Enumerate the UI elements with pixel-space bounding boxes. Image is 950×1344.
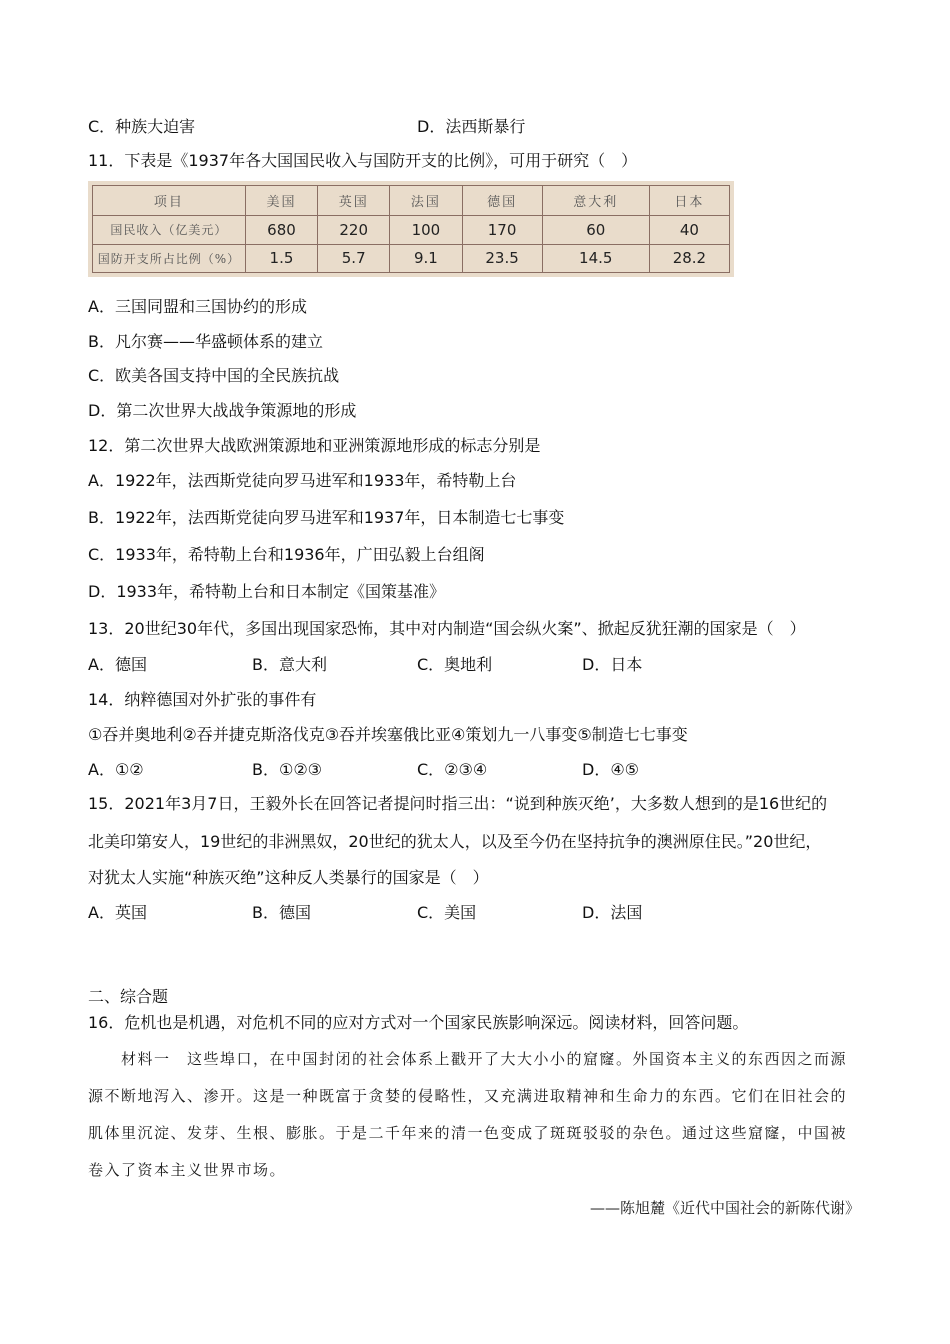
q15-option-d: D．法国 [582, 903, 643, 922]
table-header-cell: 意大利 [542, 186, 649, 216]
q15-stem-line2: 北美印第安人，19世纪的非洲黑奴，20世纪的犹太人，以及至今仍在坚持抗争的澳洲原住民。”20世纪， [88, 832, 822, 851]
q15-option-c: C．美国 [417, 903, 477, 922]
q12-option-d: D．1933年，希特勒上台和日本制定《国策基准》 [88, 582, 446, 601]
income-defense-table [92, 185, 730, 273]
q13-option-d: D．日本 [582, 655, 643, 674]
q12-option-c: C．1933年，希特勒上台和1936年，广田弘毅上台组阁 [88, 545, 485, 564]
table-header-row [93, 186, 730, 216]
table-cell: 170 [462, 216, 542, 245]
q12-option-b: B．1922年，法西斯党徒向罗马进军和1937年，日本制造七七事变 [88, 508, 565, 527]
q15-option-b: B．德国 [252, 903, 311, 922]
q14-stem: 14．纳粹德国对外扩张的事件有 [88, 690, 317, 709]
table-header-cell: 英国 [318, 186, 390, 216]
q14-items: ①吞并奥地利②吞并捷克斯洛伐克③吞并埃塞俄比亚④策划九一八事变⑤制造七七事变 [88, 725, 688, 744]
table-row [93, 216, 730, 245]
income-defense-table-image [88, 181, 734, 277]
table-row-label: 国防开支所占比例（%） [93, 244, 246, 273]
table-cell: 220 [318, 216, 390, 245]
q10-option-d: D．法西斯暴行 [417, 117, 526, 136]
table-header-cell: 项目 [93, 186, 246, 216]
material-line: 材料一 这些埠口，在中国封闭的社会体系上戳开了大大小小的窟窿。外国资本主义的东西因之而源 [88, 1050, 848, 1068]
table-cell: 14.5 [542, 244, 649, 273]
table-cell: 1.5 [245, 244, 317, 273]
table-header-cell: 日本 [649, 186, 729, 216]
table-cell: 60 [542, 216, 649, 245]
table-cell: 9.1 [390, 244, 462, 273]
q10-option-c: C．种族大迫害 [88, 117, 196, 136]
q16-stem: 16．危机也是机遇，对危机不同的应对方式对一个国家民族影响深远。阅读材料，回答问题。 [88, 1013, 749, 1032]
q13-option-c: C．奥地利 [417, 655, 493, 674]
q13-option-b: B．意大利 [252, 655, 327, 674]
q14-option-c: C．②③④ [417, 760, 488, 779]
q13-option-a: A．德国 [88, 655, 147, 674]
table-header-cell: 德国 [462, 186, 542, 216]
section-title: 二、综合题 [88, 987, 169, 1006]
q15-option-a: A．英国 [88, 903, 147, 922]
table-cell: 680 [245, 216, 317, 245]
q14-option-a: A．①② [88, 760, 144, 779]
table-row-label: 国民收入（亿美元） [93, 216, 246, 245]
q14-option-b: B．①②③ [252, 760, 323, 779]
table-header-cell: 法国 [390, 186, 462, 216]
q14-option-d: D．④⑤ [582, 760, 640, 779]
q15-stem-line3: 对犹太人实施“种族灭绝”这种反人类暴行的国家是（ ） [88, 868, 489, 887]
table-cell: 23.5 [462, 244, 542, 273]
q13-stem: 13．20世纪30年代，多国出现国家恐怖，其中对内制造“国会纵火案”、掀起反犹狂潮的国家是（ ） [88, 619, 806, 638]
q12-option-a: A．1922年，法西斯党徒向罗马进军和1933年，希特勒上台 [88, 471, 517, 490]
table-cell: 28.2 [649, 244, 729, 273]
material-line: 肌体里沉淀、发芽、生根、膨胀。于是二千年来的清一色变成了斑斑驳驳的杂色。通过这些窟窿，中国被 [88, 1124, 848, 1142]
q11-option-b: B．凡尔赛——华盛顿体系的建立 [88, 332, 323, 351]
material-line: 源不断地泻入、渗开。这是一种既富于贪婪的侵略性，又充满进取精神和生命力的东西。它们在旧社会的 [88, 1087, 848, 1105]
table-row [93, 244, 730, 273]
q12-stem: 12．第二次世界大战欧洲策源地和亚洲策源地形成的标志分别是 [88, 436, 541, 455]
table-cell: 40 [649, 216, 729, 245]
q11-option-a: A．三国同盟和三国协约的形成 [88, 297, 307, 316]
table-header-cell: 美国 [245, 186, 317, 216]
table-cell: 100 [390, 216, 462, 245]
q11-stem: 11．下表是《1937年各大国国民收入与国防开支的比例》，可用于研究（ ） [88, 151, 638, 170]
material-source: ——陈旭麓《近代中国社会的新陈代谢》 [589, 1199, 860, 1217]
q11-option-c: C．欧美各国支持中国的全民族抗战 [88, 366, 340, 385]
table-cell: 5.7 [318, 244, 390, 273]
q15-stem-line1: 15．2021年3月7日，王毅外长在回答记者提问时指三出：“说到种族灭绝’，大多数人想到的是16世纪的 [88, 794, 828, 813]
q16-material [88, 1041, 863, 1189]
q11-option-d: D．第二次世界大战战争策源地的形成 [88, 401, 357, 420]
material-line: 卷入了资本主义世界市场。 [88, 1161, 287, 1179]
